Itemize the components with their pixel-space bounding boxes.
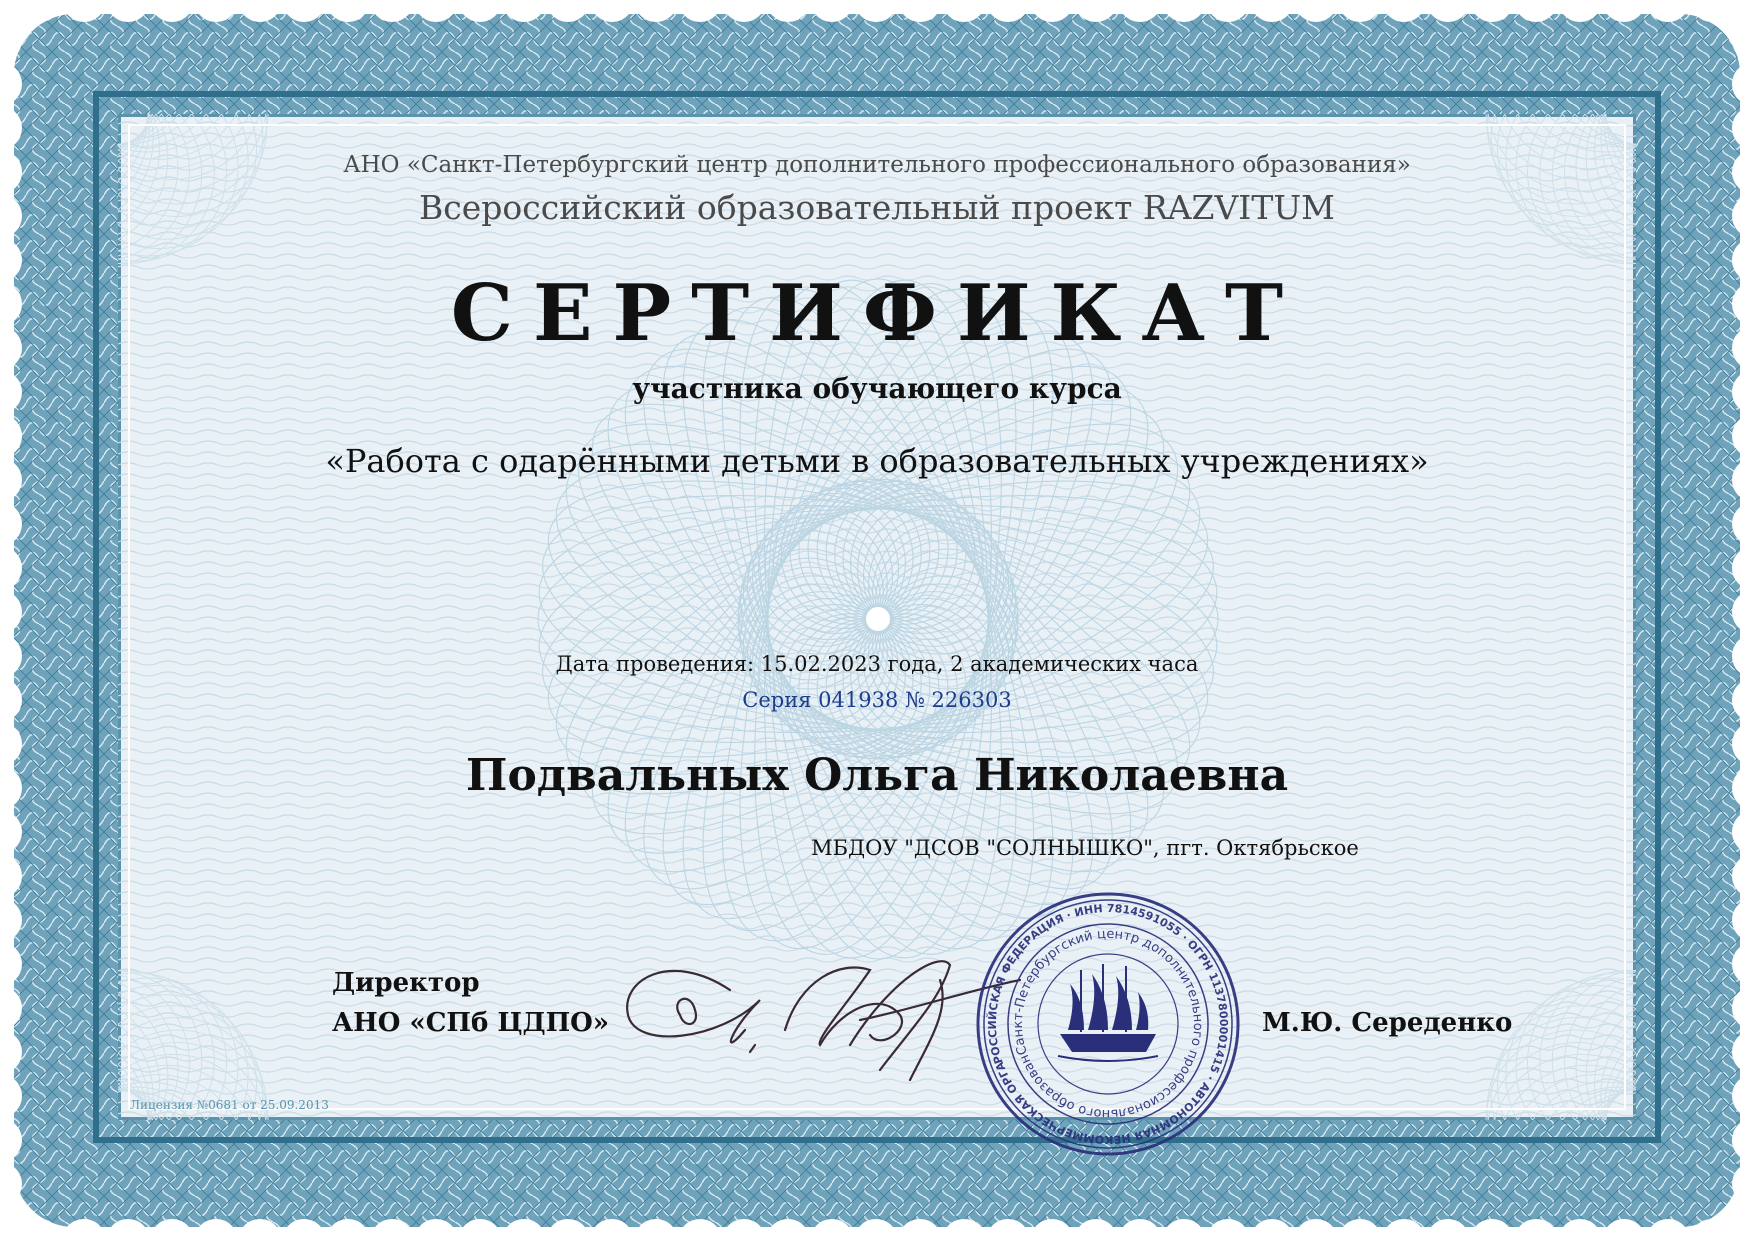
course-date: Дата проведения: 15.02.2023 года, 2 академических часа xyxy=(555,652,1199,676)
director-organization: АНО «СПб ЦДПО» xyxy=(332,1008,610,1038)
director-title: Директор xyxy=(332,968,480,998)
project-name: Всероссийский образовательный проект RAZVITUM xyxy=(419,188,1335,227)
serial-number: Серия 041938 № 226303 xyxy=(742,688,1012,712)
director-name: М.Ю. Середенко xyxy=(1262,1008,1513,1038)
license-number: Лицензия №0681 от 25.09.2013 xyxy=(130,1098,329,1112)
stamp-inner-text: Санкт-Петербургский центр дополнительного профессионального образования xyxy=(1010,926,1206,1122)
certificate-subtitle: участника обучающего курса xyxy=(632,372,1122,405)
organization-stamp xyxy=(968,884,1248,1164)
stamp-outer-text: РОССИЙСКАЯ ФЕДЕРАЦИЯ · ИНН 7814591055 · ОГРН 1137800001415 · АВТОНОМНАЯ НЕКОММЕРЧЕСКАЯ ОРГАНИЗАЦИЯ xyxy=(985,901,1231,1147)
course-name: «Работа с одарёнными детьми в образовательных учреждениях» xyxy=(325,442,1429,480)
ship-icon xyxy=(1058,964,1158,1061)
certificate-title: СЕРТИФИКАТ xyxy=(450,268,1304,359)
recipient-name: Подвальных Ольга Николаевна xyxy=(465,750,1289,801)
issuer-organization: АНО «Санкт-Петербургский центр дополнительного профессионального образования» xyxy=(343,152,1411,178)
recipient-organization: МБДОУ "ДСОВ "СОЛНЫШКО", пгт. Октябрьское xyxy=(811,836,1359,860)
